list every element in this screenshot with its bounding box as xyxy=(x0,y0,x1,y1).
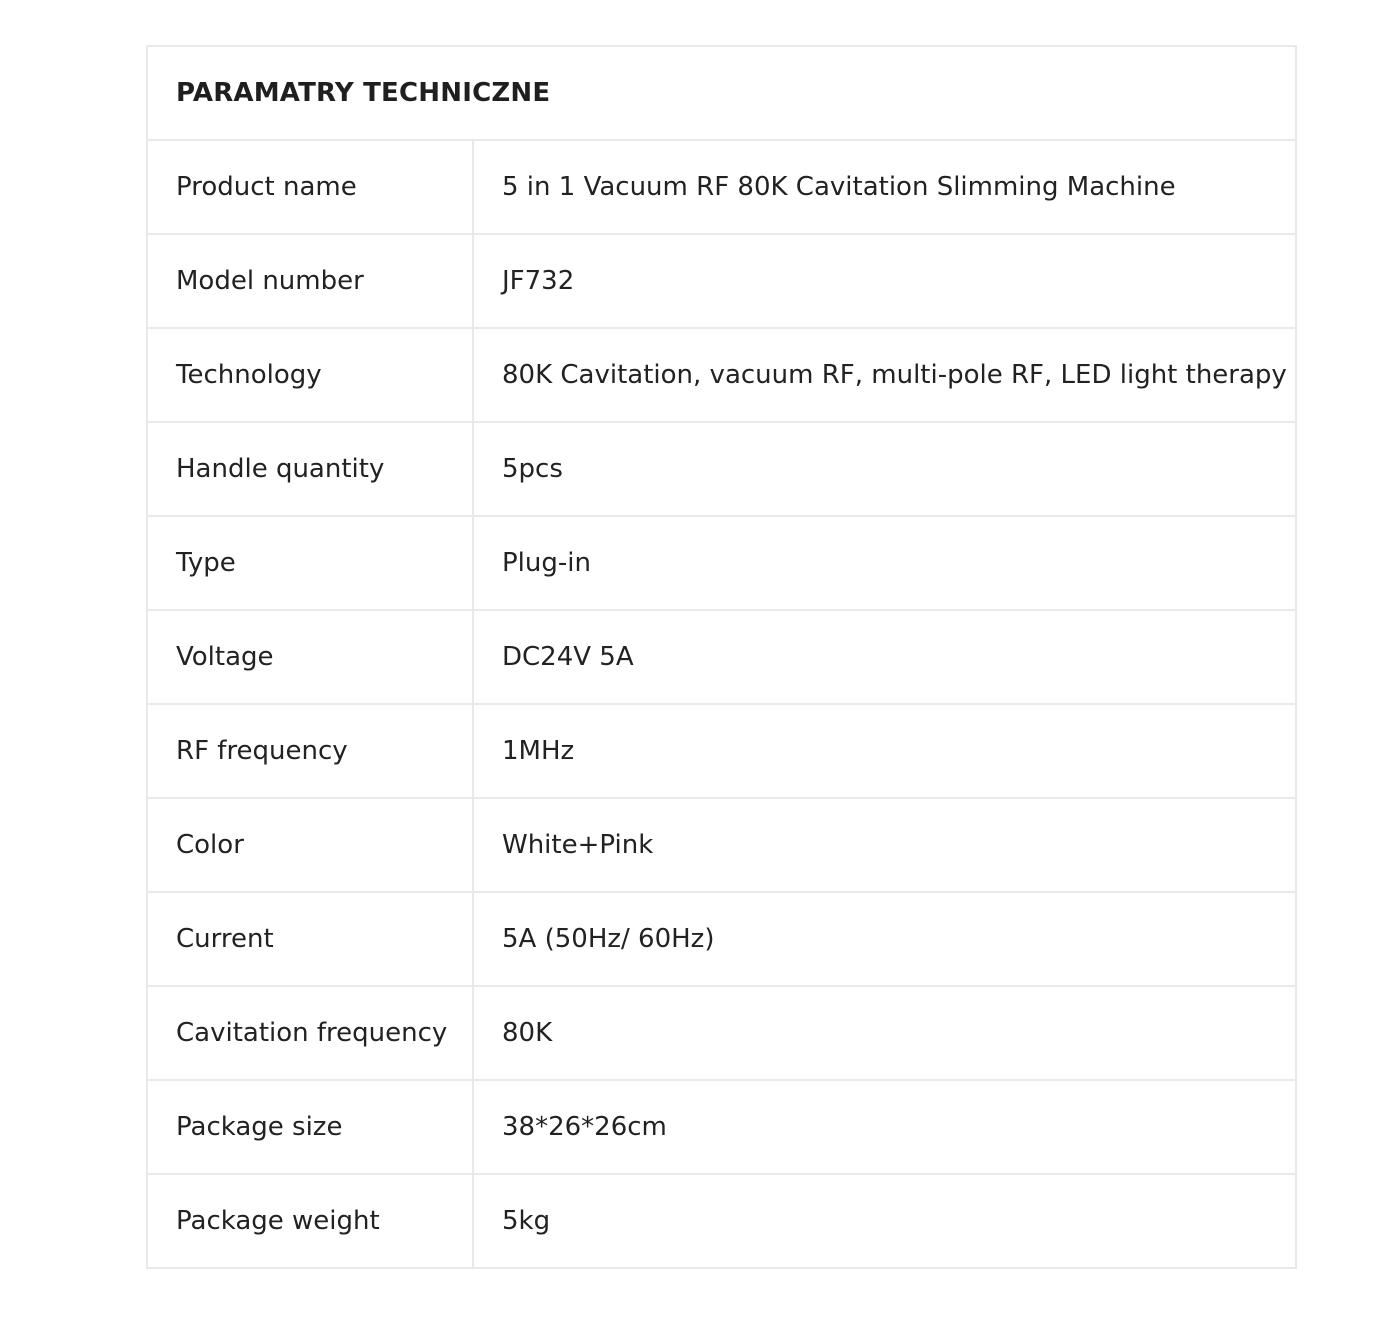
spec-label: Color xyxy=(176,830,244,860)
table-row xyxy=(148,423,1295,517)
spec-label-cell xyxy=(148,611,474,703)
spec-value: JF732 xyxy=(502,266,575,296)
spec-value-cell xyxy=(474,893,1295,985)
spec-label: Type xyxy=(176,548,236,578)
table-row xyxy=(148,893,1295,987)
spec-label-cell xyxy=(148,141,474,233)
spec-value: 5A (50Hz/ 60Hz) xyxy=(502,924,715,954)
table-row xyxy=(148,1175,1295,1267)
spec-value: 80K Cavitation, vacuum RF, multi-pole RF, LED light therapy xyxy=(502,360,1287,390)
spec-label: Voltage xyxy=(176,642,274,672)
spec-label: Technology xyxy=(176,360,322,390)
spec-label-cell xyxy=(148,893,474,985)
spec-value-cell xyxy=(474,611,1295,703)
spec-label: Product name xyxy=(176,172,357,202)
spec-label-cell xyxy=(148,423,474,515)
table-row xyxy=(148,611,1295,705)
table-row xyxy=(148,517,1295,611)
spec-label: Cavitation frequency xyxy=(176,1018,448,1048)
spec-table-title: PARAMATRY TECHNICZNE xyxy=(176,78,551,108)
spec-value: White+Pink xyxy=(502,830,654,860)
spec-label: Current xyxy=(176,924,274,954)
spec-value-cell xyxy=(474,987,1295,1079)
spec-label-cell xyxy=(148,329,474,421)
spec-label: Package weight xyxy=(176,1206,380,1236)
table-row xyxy=(148,705,1295,799)
table-row xyxy=(148,141,1295,235)
table-row xyxy=(148,799,1295,893)
spec-value: 1MHz xyxy=(502,736,575,766)
spec-value-cell xyxy=(474,141,1295,233)
spec-value-cell xyxy=(474,517,1295,609)
spec-value-cell xyxy=(474,705,1295,797)
spec-label: RF frequency xyxy=(176,736,348,766)
spec-value-cell xyxy=(474,329,1295,421)
spec-value-cell xyxy=(474,799,1295,891)
spec-table-body xyxy=(148,141,1295,1267)
spec-value-cell xyxy=(474,423,1295,515)
spec-label: Package size xyxy=(176,1112,343,1142)
spec-value: 5 in 1 Vacuum RF 80K Cavitation Slimming Machine xyxy=(502,172,1176,202)
spec-label-cell xyxy=(148,705,474,797)
spec-label: Model number xyxy=(176,266,364,296)
spec-table-header xyxy=(148,47,1295,141)
spec-value-cell xyxy=(474,1175,1295,1267)
spec-value: 38*26*26cm xyxy=(502,1112,667,1142)
table-row xyxy=(148,329,1295,423)
spec-table xyxy=(146,45,1297,1269)
spec-value: 5pcs xyxy=(502,454,563,484)
spec-label-cell xyxy=(148,1081,474,1173)
table-row xyxy=(148,235,1295,329)
spec-label-cell xyxy=(148,799,474,891)
spec-value: DC24V 5A xyxy=(502,642,634,672)
spec-label-cell xyxy=(148,235,474,327)
spec-value: 5kg xyxy=(502,1206,551,1236)
spec-value: Plug-in xyxy=(502,548,591,578)
spec-value-cell xyxy=(474,235,1295,327)
table-row xyxy=(148,987,1295,1081)
spec-value: 80K xyxy=(502,1018,553,1048)
spec-value-cell xyxy=(474,1081,1295,1173)
spec-label: Handle quantity xyxy=(176,454,385,484)
spec-label-cell xyxy=(148,1175,474,1267)
table-row xyxy=(148,1081,1295,1175)
spec-label-cell xyxy=(148,987,474,1079)
spec-label-cell xyxy=(148,517,474,609)
